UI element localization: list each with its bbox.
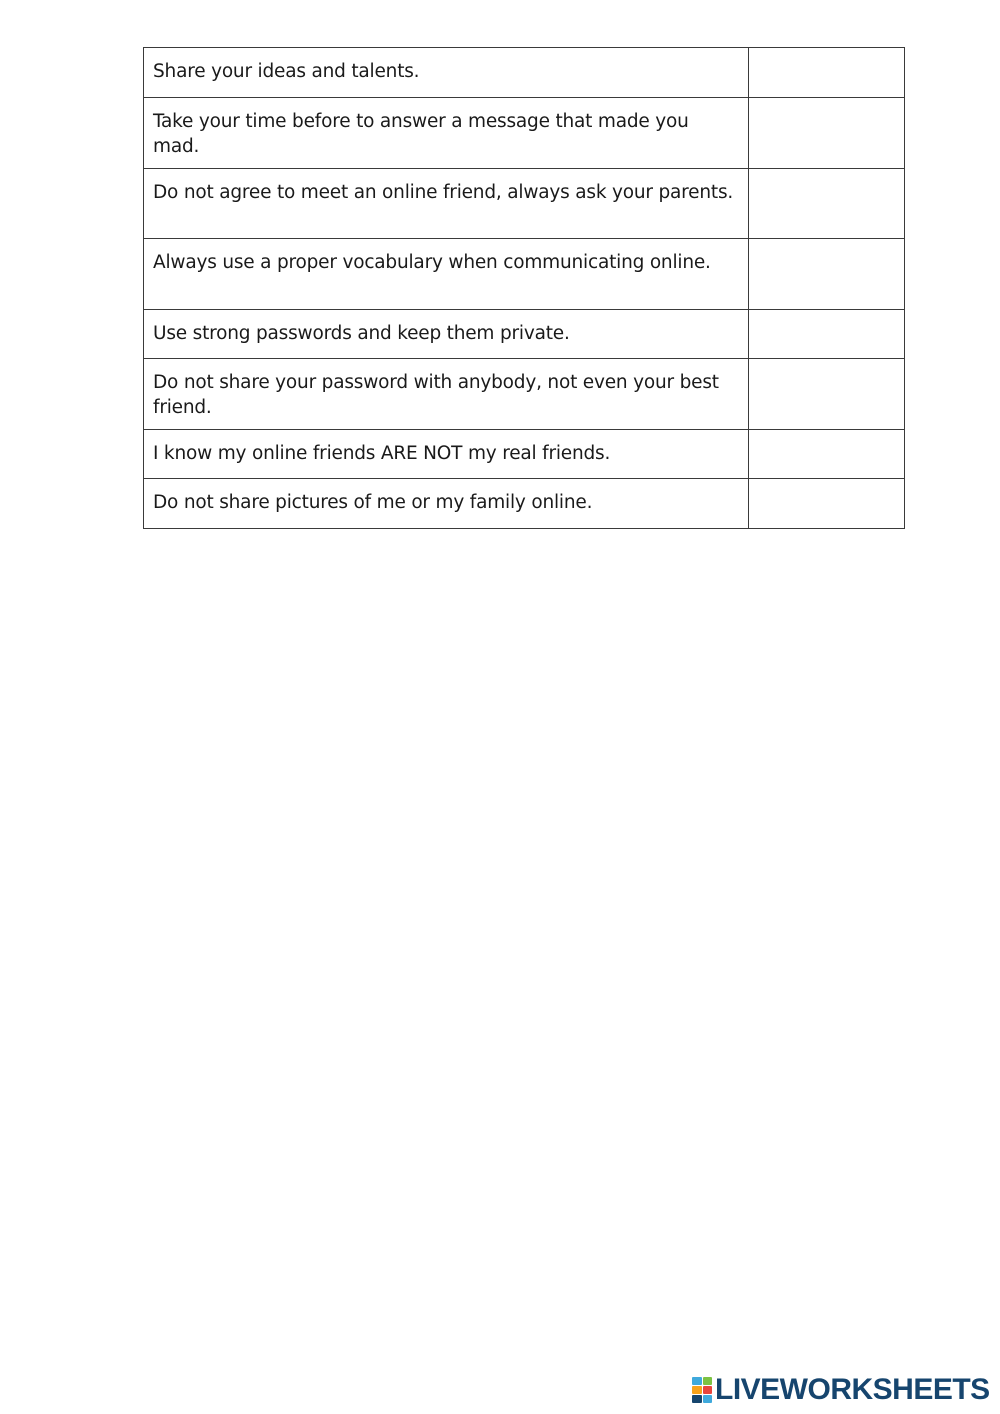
table-row <box>144 98 905 169</box>
table-row <box>144 239 905 310</box>
statement-cell: I know my online friends ARE NOT my real friends. <box>144 430 749 479</box>
statement-cell: Take your time before to answer a message that made you mad. <box>144 98 749 169</box>
table-row <box>144 430 905 479</box>
answer-cell[interactable] <box>749 310 905 359</box>
statement-cell: Do not share pictures of me or my family online. <box>144 479 749 529</box>
statement-cell: Use strong passwords and keep them private. <box>144 310 749 359</box>
logo-tile <box>703 1386 713 1394</box>
answer-cell[interactable] <box>749 239 905 310</box>
logo-tile <box>692 1386 702 1394</box>
table-row <box>144 310 905 359</box>
table-row <box>144 169 905 239</box>
answer-cell[interactable] <box>749 48 905 98</box>
logo-tile <box>703 1395 713 1403</box>
logo-tile <box>692 1377 702 1385</box>
answer-cell[interactable] <box>749 98 905 169</box>
logo-text: LIVEWORKSHEETS <box>715 1373 990 1406</box>
statement-cell: Share your ideas and talents. <box>144 48 749 98</box>
netiquette-table <box>143 47 905 529</box>
liveworksheets-logo <box>692 1374 990 1406</box>
answer-cell[interactable] <box>749 359 905 430</box>
statement-cell: Do not share your password with anybody, not even your best friend. <box>144 359 749 430</box>
statement-cell: Always use a proper vocabulary when communicating online. <box>144 239 749 310</box>
logo-tile <box>692 1395 702 1403</box>
liveworksheets-logo-icon <box>692 1377 712 1403</box>
table-row <box>144 479 905 529</box>
answer-cell[interactable] <box>749 479 905 529</box>
answer-cell[interactable] <box>749 169 905 239</box>
table-row <box>144 359 905 430</box>
table-row <box>144 48 905 98</box>
answer-cell[interactable] <box>749 430 905 479</box>
statement-cell: Do not agree to meet an online friend, always ask your parents. <box>144 169 749 239</box>
logo-tile <box>703 1377 713 1385</box>
table-body <box>144 48 905 529</box>
